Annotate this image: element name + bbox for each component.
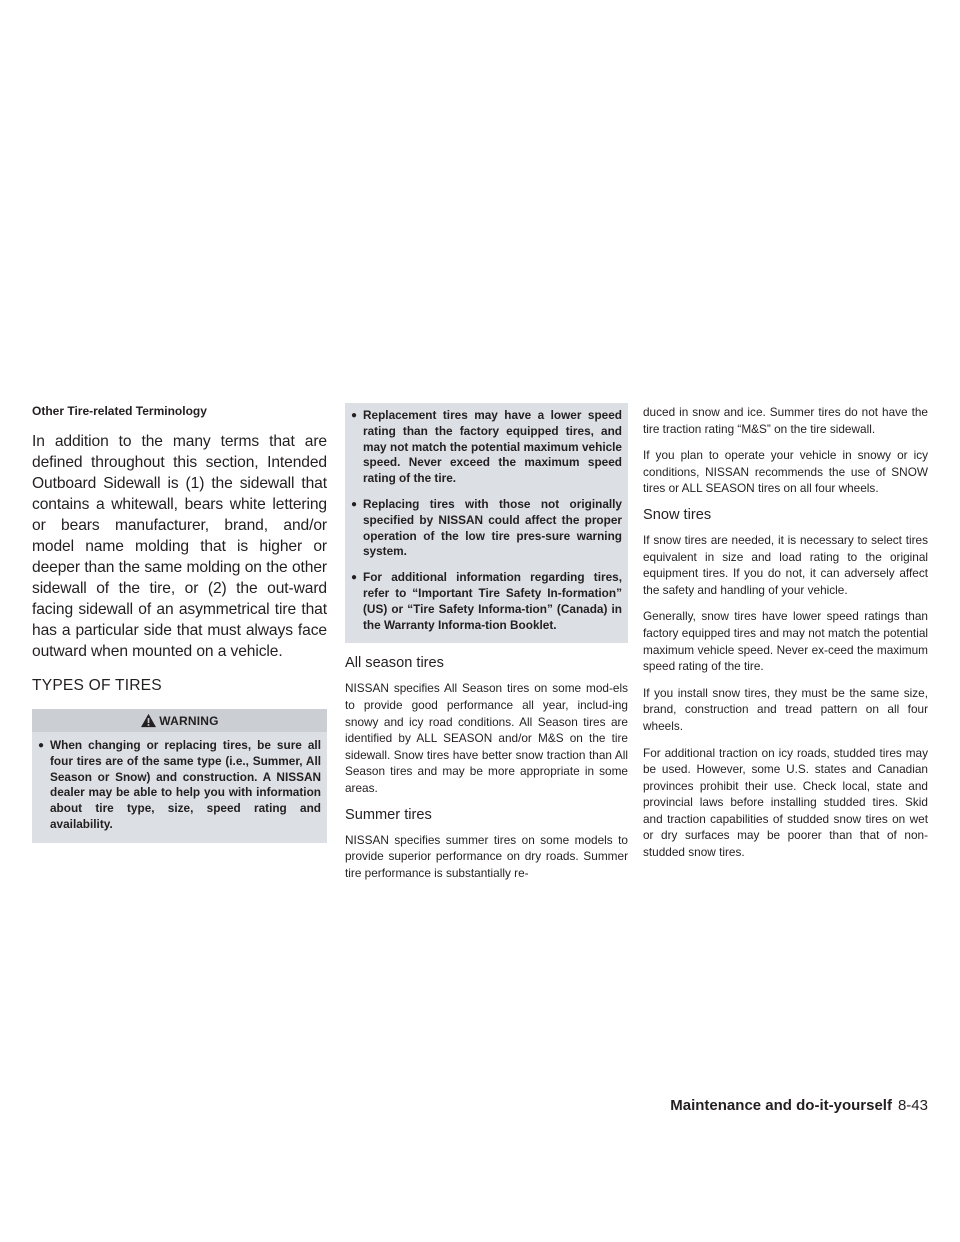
warning-header — [32, 709, 327, 732]
footer-section-title: Maintenance and do-it-yourself — [670, 1097, 892, 1114]
bullet-icon: ● — [350, 410, 358, 421]
heading-snow-tires: Snow tires — [643, 506, 712, 523]
warning-triangle-icon — [140, 713, 157, 728]
warning-item — [32, 738, 321, 833]
subheading-terminology: Other Tire-related Terminology — [32, 404, 207, 418]
warning-box — [32, 709, 327, 843]
warning-item-text: For additional information regarding tires, refer to “Important Tire Safety In-formation” (US) or “Tire Safety Informa-tion” (Canada) in the Warranty Informa-tion Booklet. — [363, 570, 622, 632]
warning-item-text: Replacement tires may have a lower speed rating than the factory equipped tires, and may not match the potential maximum vehicle speed. Never exceed the maximum speed rating of the tire. — [363, 408, 622, 486]
heading-summer-tires: Summer tires — [345, 806, 432, 823]
snow-paragraph: Generally, snow tires have lower speed ratings than factory equipped tires and may not match the potential maximum vehicle speed. Never ex-ceed the maximum speed rating of the tire. — [643, 609, 928, 674]
column-left — [32, 404, 327, 843]
snow-paragraph: For additional traction on icy roads, studded tires may be used. However, some U.S. states and Canadian provinces prohibit their use. Check local, state and provincial laws before installing studded tires. Skid and traction capabilities of studded snow tires on wet or dry surfaces may be poorer than that of non-studded snow tires. — [643, 745, 928, 860]
warning-item-text: When changing or replacing tires, be sure all four tires are of the same type (i.e., Summer, All Season or Snow) and construction. A NISSAN dealer may be able to help you with information about tire type, size, speed rating and availability. — [50, 738, 321, 831]
snow-paragraph: If you install snow tires, they must be the same size, brand, construction and tread pattern on all four wheels. — [643, 685, 928, 733]
warning-item — [345, 408, 622, 487]
column-right — [643, 404, 928, 871]
warning-box-continued — [345, 403, 628, 643]
intro-paragraph: In addition to the many terms that are defined throughout this section, Intended Outboard Sidewall is (1) the sidewall that contains a whitewall, bears white lettering or bears manufacturer, brand, and/or model name molding that is higher or deeper than the same molding on the other sidewall of the tire, or (2) the out-ward facing sidewall of an asymmetrical tire that has a particular side that must always face outward when mounted on a vehicle. — [32, 433, 327, 660]
page-footer — [600, 1097, 928, 1114]
section-heading-types-of-tires: TYPES OF TIRES — [32, 677, 162, 694]
page-number: 8-43 — [897, 1097, 928, 1114]
heading-all-season-tires: All season tires — [345, 655, 444, 672]
warning-list — [32, 732, 327, 833]
summer-paragraph: NISSAN specifies summer tires on some models to provide superior performance on dry roads. Summer tire performance is substantially re- — [345, 832, 628, 880]
warning-item-text: Replacing tires with those not originally specified by NISSAN could affect the proper operation of the low tire pres-sure warning system. — [363, 496, 622, 559]
bullet-icon: ● — [350, 498, 358, 510]
bullet-icon: ● — [350, 572, 358, 584]
all-season-paragraph: NISSAN specifies All Season tires on some mod-els to provide good performance all year, includ-ing snowy and icy road conditions. All Season tires are identified by ALL SEASON and/or M&S on the tire sidewall. Snow tires have better snow traction than All Season tires and may be more appropriate in some areas. — [345, 681, 628, 795]
snowy-conditions-paragraph: If you plan to operate your vehicle in snowy or icy conditions, NISSAN recommends the use of SNOW tires or ALL SEASON tires on all four wheels. — [643, 448, 928, 496]
bullet-icon: ● — [37, 740, 45, 751]
warning-item — [345, 570, 622, 633]
warning-item — [345, 497, 622, 560]
column-middle — [345, 404, 628, 891]
summer-paragraph-continued: duced in snow and ice. Summer tires do not have the tire traction rating “M&S” on the tire sidewall. — [643, 405, 928, 436]
snow-paragraph: If snow tires are needed, it is necessary to select tires equivalent in size and load rating to the original equipment tires. If you do not, it can adversely affect the safety and handling of your vehicle. — [643, 532, 928, 597]
warning-label: WARNING — [159, 713, 219, 728]
